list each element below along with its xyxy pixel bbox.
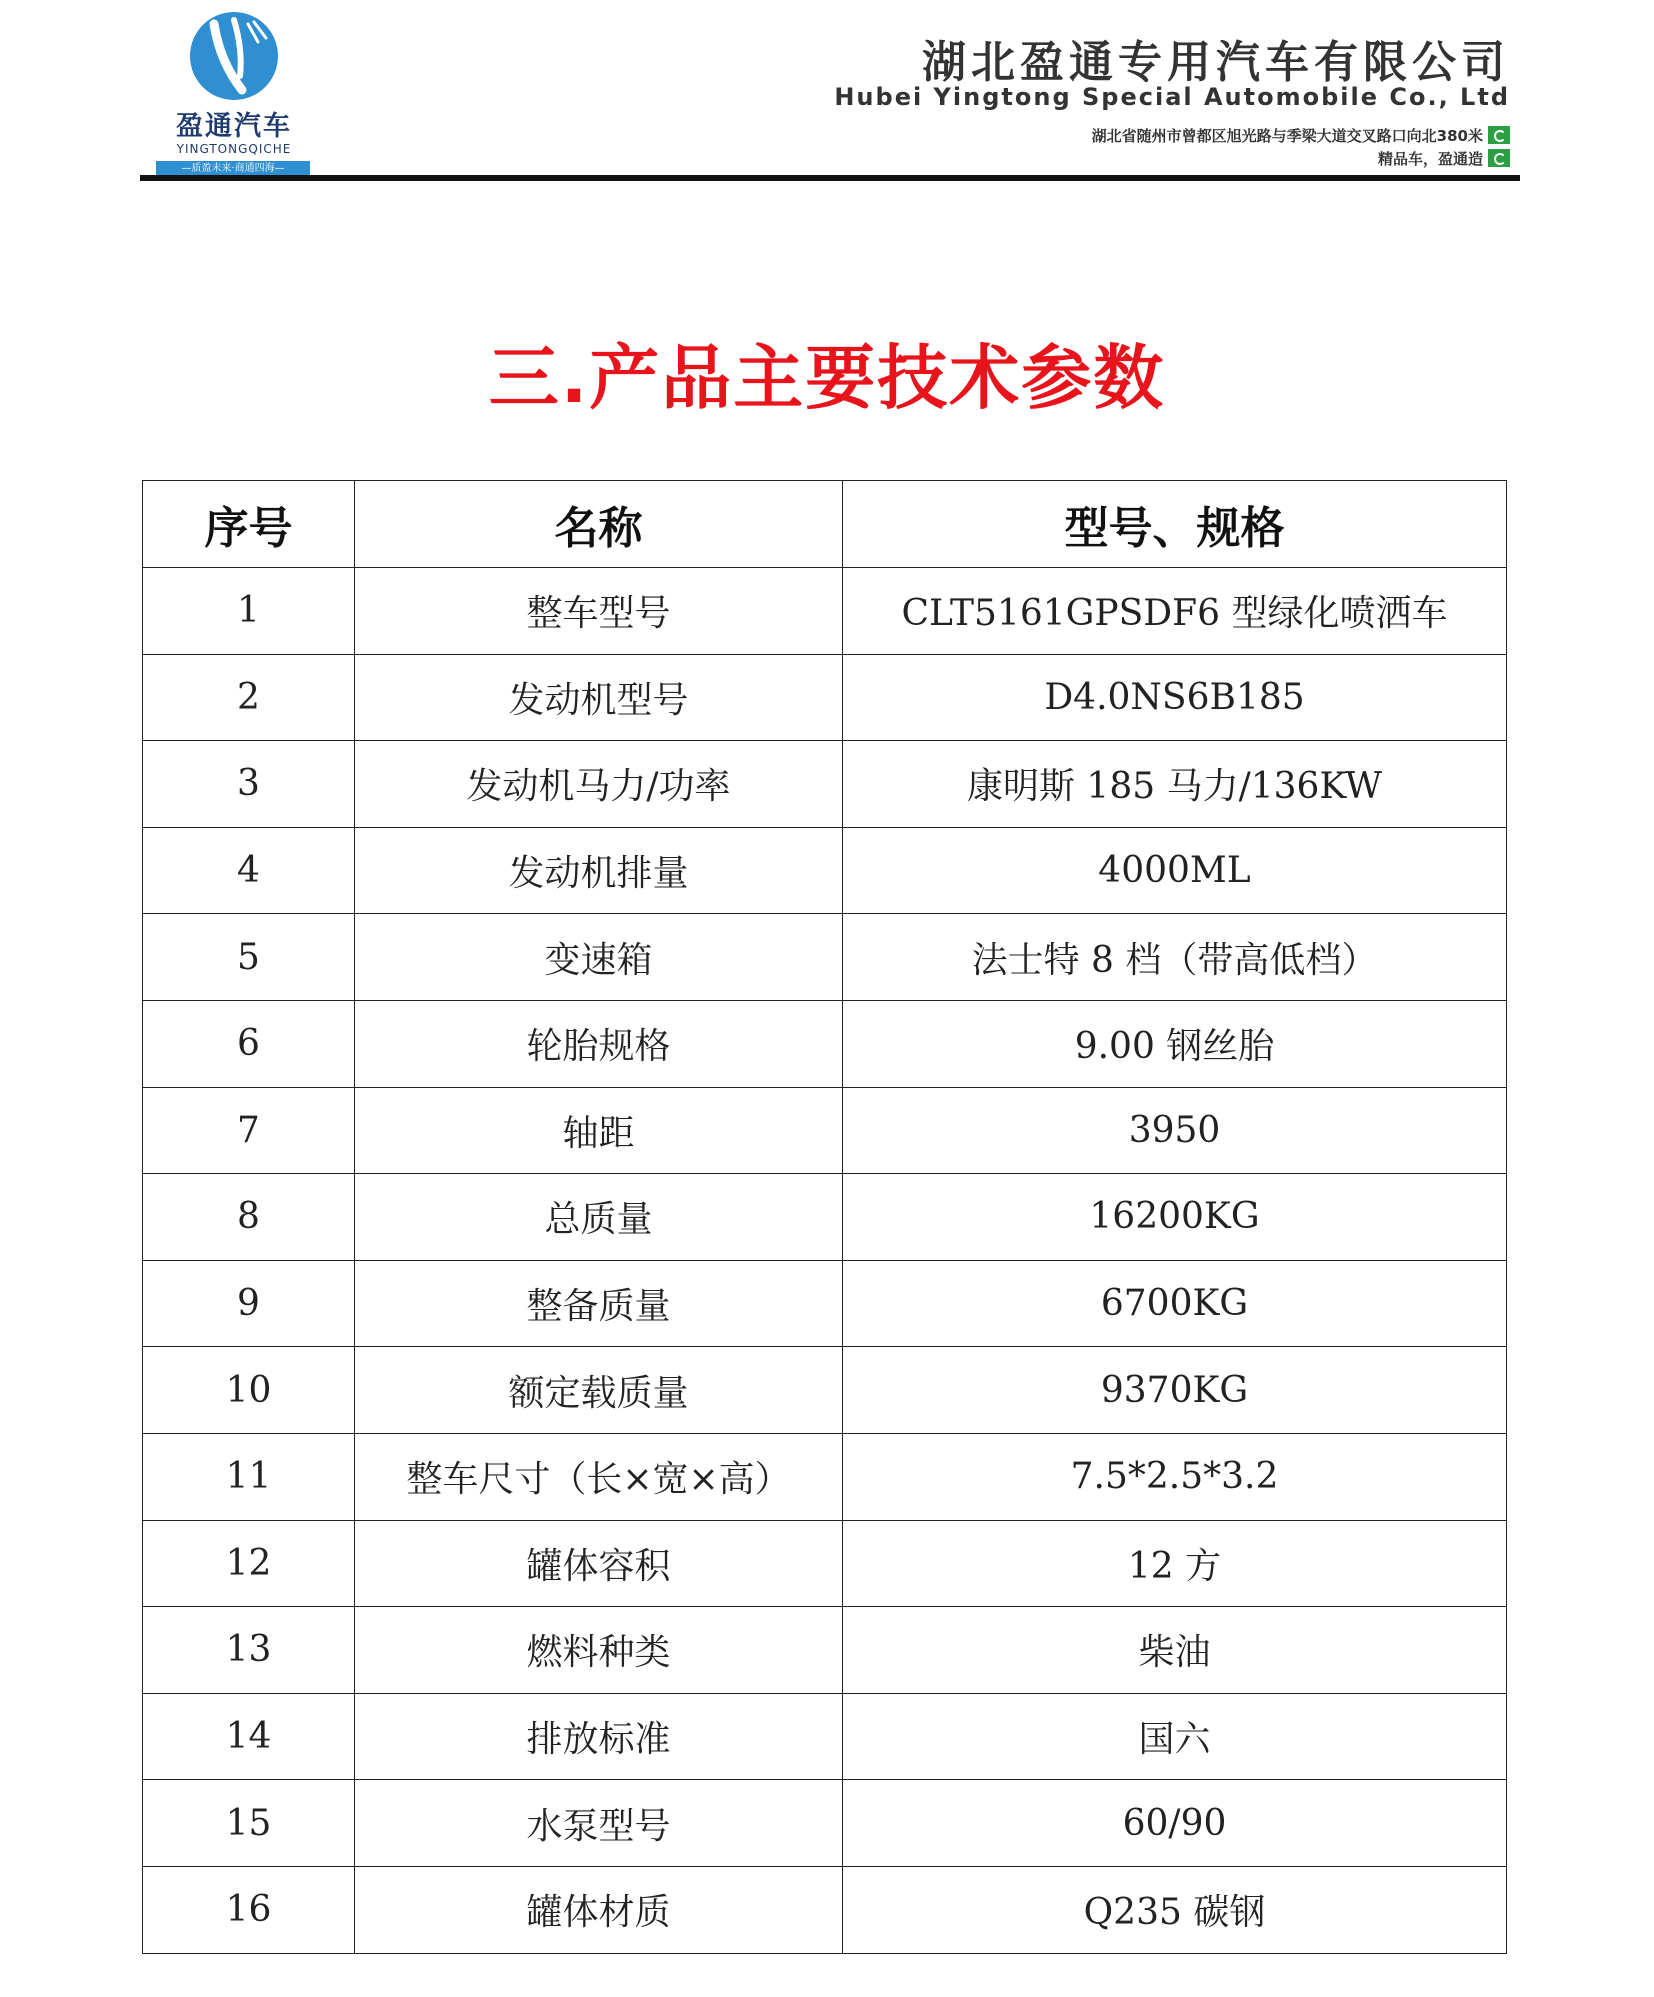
- table-row: [143, 1866, 1507, 1953]
- cell-no: 3: [143, 741, 355, 828]
- table-row: [143, 1693, 1507, 1780]
- cell-name: 变速箱: [355, 914, 843, 1001]
- table-row: [143, 914, 1507, 1001]
- cell-no: 7: [143, 1087, 355, 1174]
- cell-spec: 法士特 8 档（带高低档）: [843, 914, 1507, 1001]
- cell-name: 额定载质量: [355, 1347, 843, 1434]
- cell-no: 12: [143, 1520, 355, 1607]
- logo-icon: [184, 10, 284, 102]
- header-divider: [140, 175, 1520, 181]
- cell-spec: CLT5161GPSDF6 型绿化喷洒车: [843, 568, 1507, 655]
- address-text: 湖北省随州市曾都区旭光路与季梁大道交叉路口向北380米: [1091, 126, 1483, 145]
- cell-spec: 60/90: [843, 1780, 1507, 1867]
- cell-name: 发动机排量: [355, 827, 843, 914]
- cell-spec: 康明斯 185 马力/136KW: [843, 741, 1507, 828]
- table-row: [143, 1607, 1507, 1694]
- cell-no: 16: [143, 1866, 355, 1953]
- cell-no: 15: [143, 1780, 355, 1867]
- cell-no: 11: [143, 1433, 355, 1520]
- cell-name: 发动机型号: [355, 654, 843, 741]
- cell-no: 10: [143, 1347, 355, 1434]
- cell-spec: 4000ML: [843, 827, 1507, 914]
- cell-name: 水泵型号: [355, 1780, 843, 1867]
- table-row: [143, 654, 1507, 741]
- cell-spec: 国六: [843, 1693, 1507, 1780]
- table-row: [143, 1347, 1507, 1434]
- logo-name-en: YINGTONGQICHE: [176, 142, 292, 156]
- letterhead: [140, 0, 1520, 180]
- cell-name: 排放标准: [355, 1693, 843, 1780]
- table-row: [143, 1433, 1507, 1520]
- table-header-row: [143, 481, 1507, 568]
- table-row: [143, 1087, 1507, 1174]
- cell-spec: Q235 碳钢: [843, 1866, 1507, 1953]
- table-row: [143, 1780, 1507, 1867]
- cell-spec: 7.5*2.5*3.2: [843, 1433, 1507, 1520]
- table-row: [143, 827, 1507, 914]
- company-address: [1092, 124, 1510, 146]
- cell-spec: 9370KG: [843, 1347, 1507, 1434]
- cell-spec: D4.0NS6B185: [843, 654, 1507, 741]
- cell-name: 整车型号: [355, 568, 843, 655]
- cell-spec: 16200KG: [843, 1174, 1507, 1261]
- logo-name-cn: 盈通汽车: [176, 111, 292, 142]
- tech-params-table: [142, 480, 1507, 1954]
- section-title: 三.产品主要技术参数: [488, 337, 1166, 419]
- green-badge-icon: [1488, 149, 1510, 167]
- cell-name: 发动机马力/功率: [355, 741, 843, 828]
- cell-name: 整备质量: [355, 1260, 843, 1347]
- cell-no: 6: [143, 1000, 355, 1087]
- cell-name: 总质量: [355, 1174, 843, 1261]
- cell-no: 14: [143, 1693, 355, 1780]
- table-row: [143, 1174, 1507, 1261]
- header-spec: 型号、规格: [843, 481, 1507, 568]
- green-badge-icon: [1488, 126, 1510, 144]
- company-logo: [154, 10, 314, 175]
- cell-name: 燃料种类: [355, 1607, 843, 1694]
- cell-name: 罐体容积: [355, 1520, 843, 1607]
- cell-no: 2: [143, 654, 355, 741]
- table-row: [143, 741, 1507, 828]
- table-row: [143, 1520, 1507, 1607]
- cell-spec: 9.00 钢丝胎: [843, 1000, 1507, 1087]
- logo-slogan: —质盈未来·商通四海—: [156, 161, 310, 176]
- tagline-text: 精品车，盈通造: [1377, 149, 1483, 168]
- cell-spec: 3950: [843, 1087, 1507, 1174]
- cell-name: 轴距: [355, 1087, 843, 1174]
- header-name: 名称: [355, 481, 843, 568]
- cell-no: 8: [143, 1174, 355, 1261]
- table-row: [143, 568, 1507, 655]
- table-row: [143, 1260, 1507, 1347]
- header-no: 序号: [143, 481, 355, 568]
- company-tagline: [1378, 147, 1510, 169]
- table-row: [143, 1000, 1507, 1087]
- cell-spec: 柴油: [843, 1607, 1507, 1694]
- cell-no: 5: [143, 914, 355, 1001]
- cell-spec: 6700KG: [843, 1260, 1507, 1347]
- cell-name: 轮胎规格: [355, 1000, 843, 1087]
- company-name-cn: 湖北盈通专用汽车有限公司: [922, 37, 1510, 88]
- cell-no: 9: [143, 1260, 355, 1347]
- cell-no: 13: [143, 1607, 355, 1694]
- cell-spec: 12 方: [843, 1520, 1507, 1607]
- cell-name: 罐体材质: [355, 1866, 843, 1953]
- cell-no: 4: [143, 827, 355, 914]
- cell-name: 整车尺寸（长×宽×高）: [355, 1433, 843, 1520]
- cell-no: 1: [143, 568, 355, 655]
- company-name-en: Hubei Yingtong Special Automobile Co., Ltd: [834, 83, 1510, 111]
